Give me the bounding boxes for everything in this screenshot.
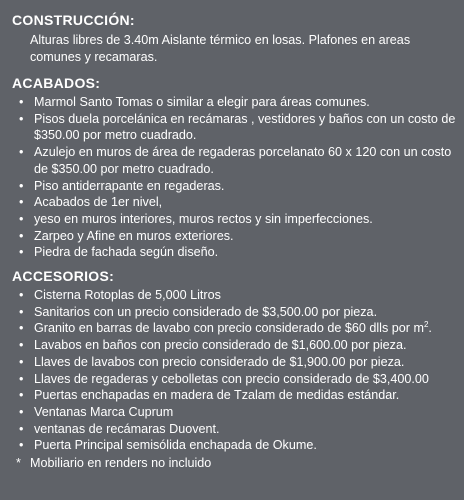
- list-item-text: Cisterna Rotoplas de 5,000 Litros: [34, 288, 221, 303]
- list-item-text: Acabados de 1er nivel,: [34, 195, 163, 210]
- list-item-text: Piso antiderrapante en regaderas.: [34, 178, 225, 193]
- construccion-text: Alturas libres de 3.40m Aislante térmico en losas. Plafones en areas comunes y recamaras.: [30, 33, 411, 64]
- list-item: [12, 287, 456, 304]
- section-construccion: [12, 12, 456, 66]
- list-item-text: Granito en barras de lavabo con precio considerado de $60 dlls por m: [34, 321, 424, 336]
- list-item: [12, 371, 456, 388]
- list-item: [12, 437, 456, 454]
- section-acabados: [12, 75, 456, 261]
- heading-construccion: CONSTRUCCIÓN:: [12, 12, 135, 28]
- sentence-end: .: [428, 321, 432, 336]
- heading-accesorios: ACCESORIOS:: [12, 268, 115, 285]
- bullet-icon: •: [19, 195, 24, 210]
- list-item: [12, 194, 456, 211]
- list-item: [12, 421, 456, 438]
- footnote-text: Mobiliario en renders no incluido: [30, 456, 212, 471]
- list-item-text: Zarpeo y Afine en muros exteriores.: [34, 228, 234, 243]
- list-item: [12, 244, 456, 261]
- bullet-icon: •: [19, 111, 24, 126]
- bullet-icon: •: [19, 245, 24, 260]
- bullet-icon: •: [19, 288, 24, 303]
- list-item-text: ventanas de recámaras Duovent.: [34, 421, 220, 436]
- bullet-icon: •: [19, 421, 24, 436]
- list-item: [12, 320, 456, 337]
- bullet-icon: •: [19, 95, 24, 109]
- bullet-icon: •: [19, 438, 24, 453]
- list-item-text: Puerta Principal semisólida enchapada de Okume.: [34, 438, 317, 453]
- bullet-icon: •: [19, 228, 24, 243]
- acabados-list: [12, 94, 456, 261]
- list-item: [12, 337, 456, 354]
- list-item-text: Llaves de regaderas y cebolletas con precio considerado de $3,400.00: [34, 371, 429, 386]
- asterisk-icon: *: [16, 456, 21, 471]
- heading-acabados: ACABADOS:: [12, 75, 101, 91]
- accesorios-list: [12, 287, 456, 454]
- list-item: [12, 304, 456, 321]
- superscript-two: 2: [423, 320, 429, 330]
- bullet-icon: •: [19, 404, 24, 419]
- bullet-icon: •: [19, 354, 24, 369]
- list-item-text: yeso en muros interiores, muros rectos y sin imperfecciones.: [34, 211, 373, 226]
- bullet-icon: •: [19, 145, 24, 160]
- bullet-icon: •: [19, 321, 24, 336]
- bullet-icon: •: [19, 338, 24, 353]
- list-item-text: Piedra de fachada según diseño.: [34, 245, 219, 260]
- list-item: [12, 211, 456, 228]
- list-item: [12, 228, 456, 245]
- list-item-text: Marmol Santo Tomas o similar a elegir para áreas comunes.: [34, 95, 370, 109]
- bullet-icon: •: [19, 304, 24, 319]
- bullet-icon: •: [19, 371, 24, 386]
- list-item-text: Azulejo en muros de área de regaderas porcelanato 60 x 120 con un costo de $350.00 por metro cuadrado.: [34, 145, 452, 176]
- bullet-icon: •: [19, 388, 24, 403]
- list-item: [12, 144, 456, 177]
- list-item: [12, 354, 456, 371]
- list-item: [12, 387, 456, 404]
- list-item-text: Puertas enchapadas en madera de Tzalam de medidas estándar.: [34, 388, 400, 403]
- list-item: [12, 178, 456, 195]
- bullet-icon: •: [19, 211, 24, 226]
- list-item: [12, 404, 456, 421]
- list-item-text: Llaves de lavabos con precio considerado de $1,900.00 por pieza.: [34, 354, 405, 369]
- list-item-text: Pisos duela porcelánica en recámaras , vestidores y baños con un costo de $350.00 por metro cuadrado.: [34, 111, 456, 143]
- list-item-text: Ventanas Marca Cuprum: [34, 404, 174, 419]
- section-accesorios: [12, 268, 456, 472]
- list-item-text: Lavabos en baños con precio considerado de $1,600.00 por pieza.: [34, 338, 407, 353]
- list-item-text: Sanitarios con un precio considerado de $3,500.00 por pieza.: [34, 304, 378, 319]
- bullet-icon: •: [19, 178, 24, 193]
- list-item: [12, 111, 456, 144]
- footnote: [12, 455, 456, 472]
- list-item: [12, 94, 456, 111]
